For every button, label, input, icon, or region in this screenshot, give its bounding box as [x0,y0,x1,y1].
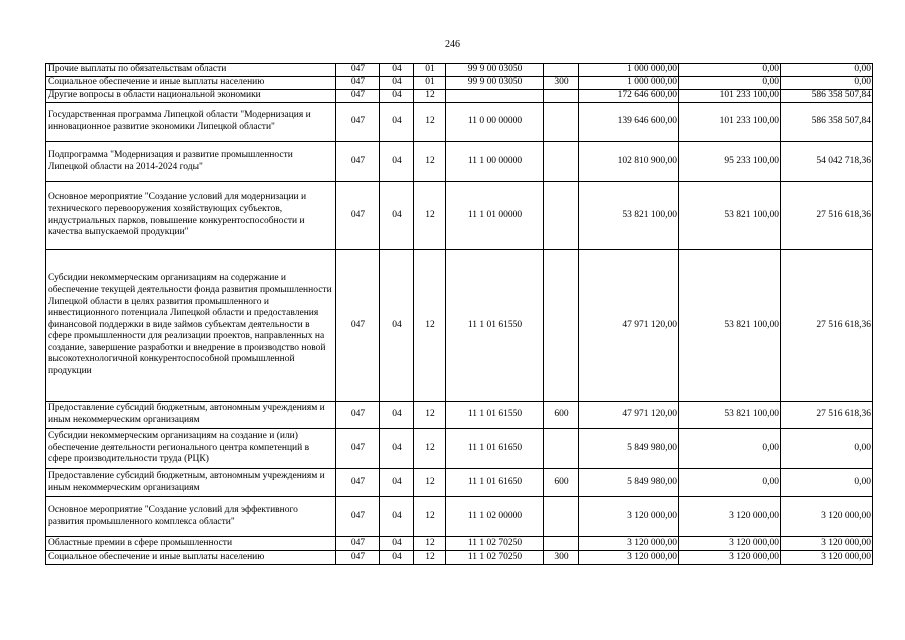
amount-year-1: 47 971 120,00 [579,250,679,402]
table-row [46,551,873,565]
ministry-code: 047 [336,77,380,90]
amount-year-1: 3 120 000,00 [579,497,679,537]
section-code: 04 [380,537,414,551]
table-row [46,103,873,142]
ministry-code: 047 [336,537,380,551]
row-name: Основное мероприятие "Создание условий для эффективного развития промышленного комплекса области" [46,497,336,537]
target-article: 11 1 02 70250 [446,537,544,551]
amount-year-3: 586 358 507,84 [781,90,873,103]
section-code: 04 [380,77,414,90]
subsection-code: 01 [414,64,446,77]
table-row [46,429,873,469]
table-row [46,497,873,537]
amount-year-2: 101 233 100,00 [679,103,781,142]
section-code: 04 [380,90,414,103]
subsection-code: 12 [414,402,446,429]
ministry-code: 047 [336,182,380,250]
amount-year-2: 3 120 000,00 [679,551,781,565]
row-name: Областные премии в сфере промышленности [46,537,336,551]
amount-year-1: 1 000 000,00 [579,77,679,90]
table-row [46,90,873,103]
amount-year-2: 0,00 [679,64,781,77]
amount-year-3: 0,00 [781,64,873,77]
section-code: 04 [380,551,414,565]
target-article: 11 1 01 61650 [446,469,544,497]
row-name: Государственная программа Липецкой области "Модернизация и инновационное развитие экономики Липецкой области" [46,103,336,142]
table-row [46,77,873,90]
section-code: 04 [380,182,414,250]
section-code: 04 [380,469,414,497]
expense-type: 600 [544,469,579,497]
amount-year-2: 53 821 100,00 [679,182,781,250]
target-article: 11 1 02 00000 [446,497,544,537]
expense-type [544,64,579,77]
table-body [46,64,873,565]
target-article: 11 1 01 00000 [446,182,544,250]
amount-year-3: 3 120 000,00 [781,537,873,551]
amount-year-3: 0,00 [781,469,873,497]
amount-year-2: 0,00 [679,429,781,469]
table-row [46,469,873,497]
expense-type [544,429,579,469]
amount-year-3: 27 516 618,36 [781,402,873,429]
row-name: Основное мероприятие "Создание условий для модернизации и технического перевооружения хозяйствующих субъектов, индустриальных парков, повышение конкурентоспособности и качества выпускаемой продукции" [46,182,336,250]
amount-year-2: 0,00 [679,77,781,90]
section-code: 04 [380,103,414,142]
table-row [46,402,873,429]
section-code: 04 [380,497,414,537]
target-article [446,90,544,103]
row-name: Субсидии некоммерческим организациям на создание и (или) обеспечение деятельности регионального центра компетенций в сфере производительности труда (РЦК) [46,429,336,469]
page-number: 246 [445,39,460,50]
expense-type [544,142,579,182]
table-row [46,537,873,551]
amount-year-1: 3 120 000,00 [579,551,679,565]
row-name: Субсидии некоммерческим организациям на содержание и обеспечение текущей деятельности фонда развития промышленности Липецкой области в целях развития промышленного и инвестиционного потенциала Липецкой области и предоставления финансовой поддержки в виде займов субъектам деятельности в сфере промышленности для реализации проектов, направленных на создание, завершение разработки и внедрение в производство новой высокотехнологичной конкурентоспособной промышленной продукции [46,250,336,402]
amount-year-1: 1 000 000,00 [579,64,679,77]
row-name: Другие вопросы в области национальной экономики [46,90,336,103]
amount-year-1: 3 120 000,00 [579,537,679,551]
amount-year-3: 3 120 000,00 [781,497,873,537]
table-row [46,250,873,402]
ministry-code: 047 [336,250,380,402]
amount-year-1: 5 849 980,00 [579,469,679,497]
expense-type [544,250,579,402]
ministry-code: 047 [336,90,380,103]
amount-year-3: 0,00 [781,429,873,469]
amount-year-1: 47 971 120,00 [579,402,679,429]
amount-year-2: 3 120 000,00 [679,497,781,537]
row-name: Прочие выплаты по обязательствам области [46,64,336,77]
expense-type: 300 [544,77,579,90]
expense-type [544,182,579,250]
row-name: Подпрограмма "Модернизация и развитие промышленности Липецкой области на 2014-2024 годы" [46,142,336,182]
ministry-code: 047 [336,429,380,469]
row-name: Социальное обеспечение и иные выплаты населению [46,551,336,565]
table-row [46,182,873,250]
row-name: Предоставление субсидий бюджетным, автономным учреждениям и иным некоммерческим организациям [46,469,336,497]
ministry-code: 047 [336,64,380,77]
subsection-code: 12 [414,182,446,250]
amount-year-3: 3 120 000,00 [781,551,873,565]
subsection-code: 12 [414,142,446,182]
amount-year-2: 53 821 100,00 [679,402,781,429]
ministry-code: 047 [336,469,380,497]
target-article: 11 1 01 61550 [446,402,544,429]
amount-year-2: 53 821 100,00 [679,250,781,402]
subsection-code: 12 [414,103,446,142]
subsection-code: 12 [414,429,446,469]
ministry-code: 047 [336,142,380,182]
amount-year-2: 95 233 100,00 [679,142,781,182]
target-article: 11 0 00 00000 [446,103,544,142]
subsection-code: 12 [414,90,446,103]
section-code: 04 [380,142,414,182]
target-article: 11 1 01 61650 [446,429,544,469]
ministry-code: 047 [336,497,380,537]
subsection-code: 12 [414,250,446,402]
amount-year-3: 0,00 [781,77,873,90]
row-name: Социальное обеспечение и иные выплаты населению [46,77,336,90]
target-article: 11 1 02 70250 [446,551,544,565]
amount-year-1: 102 810 900,00 [579,142,679,182]
row-name: Предоставление субсидий бюджетным, автономным учреждениям и иным некоммерческим организациям [46,402,336,429]
amount-year-1: 139 646 600,00 [579,103,679,142]
amount-year-2: 101 233 100,00 [679,90,781,103]
expense-type [544,103,579,142]
table-row [46,64,873,77]
amount-year-1: 172 646 600,00 [579,90,679,103]
section-code: 04 [380,429,414,469]
expense-type [544,497,579,537]
section-code: 04 [380,250,414,402]
table-row [46,142,873,182]
amount-year-1: 5 849 980,00 [579,429,679,469]
subsection-code: 12 [414,469,446,497]
target-article: 99 9 00 03050 [446,64,544,77]
amount-year-2: 3 120 000,00 [679,537,781,551]
subsection-code: 12 [414,551,446,565]
amount-year-3: 27 516 618,36 [781,182,873,250]
expense-type [544,90,579,103]
expense-type: 600 [544,402,579,429]
ministry-code: 047 [336,402,380,429]
section-code: 04 [380,64,414,77]
amount-year-3: 54 042 718,36 [781,142,873,182]
target-article: 99 9 00 03050 [446,77,544,90]
amount-year-3: 586 358 507,84 [781,103,873,142]
amount-year-2: 0,00 [679,469,781,497]
subsection-code: 01 [414,77,446,90]
target-article: 11 1 00 00000 [446,142,544,182]
target-article: 11 1 01 61550 [446,250,544,402]
budget-table [45,63,873,565]
expense-type: 300 [544,551,579,565]
section-code: 04 [380,402,414,429]
subsection-code: 12 [414,537,446,551]
expense-type [544,537,579,551]
subsection-code: 12 [414,497,446,537]
ministry-code: 047 [336,103,380,142]
ministry-code: 047 [336,551,380,565]
amount-year-3: 27 516 618,36 [781,250,873,402]
amount-year-1: 53 821 100,00 [579,182,679,250]
